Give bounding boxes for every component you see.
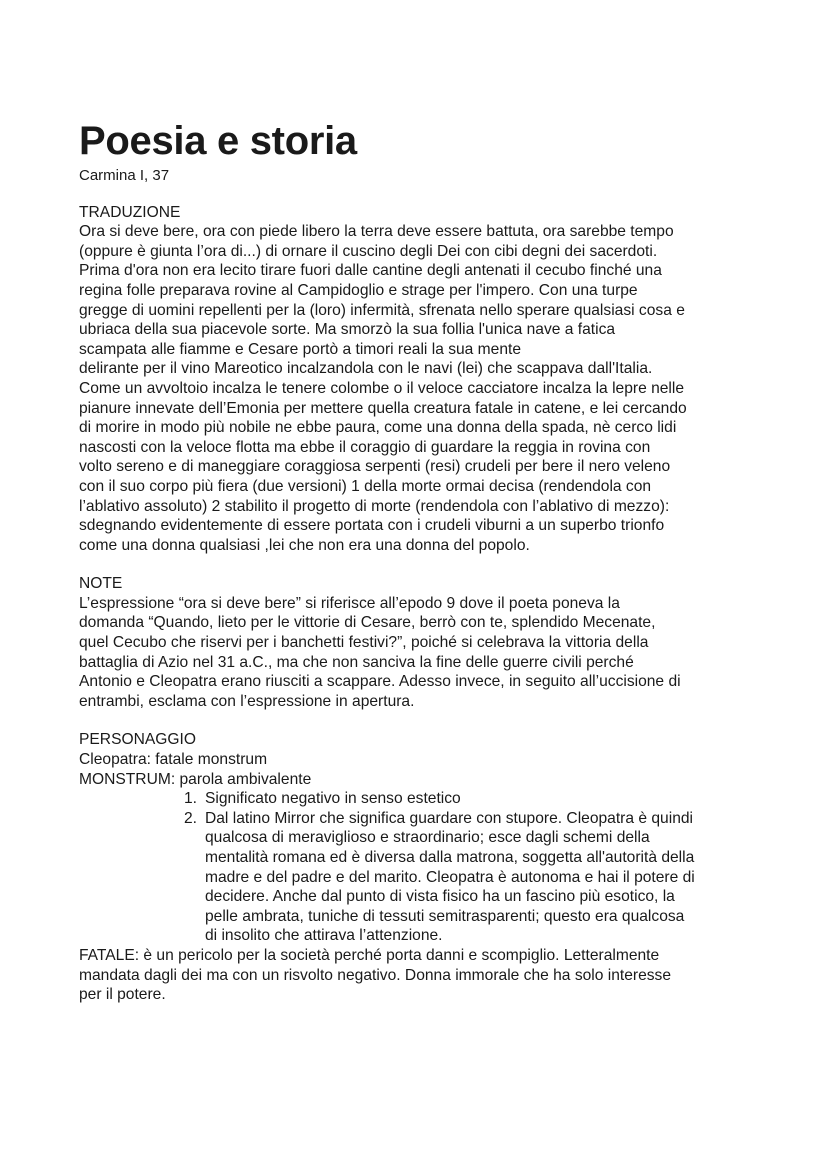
text-line: delirante per il vino Mareotico incalzandola con le navi (lei) che scappava dall'Italia. xyxy=(79,360,653,378)
page-subtitle: Carmina I, 37 xyxy=(79,167,170,184)
text-line: Prima d'ora non era lecito tirare fuori dalle cantine degli antenati il cecubo finché una xyxy=(79,262,662,280)
text-line: pianure innevate dell’Emonia per mettere quella creatura fatale in catene, e lei cercando xyxy=(79,399,687,417)
personaggio-heading: PERSONAGGIO xyxy=(79,731,196,749)
text-line: con il suo corpo più fiera (due versioni) 1 della morte ormai decisa (rendendola con xyxy=(79,477,652,495)
list-item xyxy=(183,789,759,809)
traduzione-heading: TRADUZIONE xyxy=(79,203,181,221)
text-line: ubriaca della sua piacevole sorte. Ma smorzò la sua follia l'unica nave a fatica xyxy=(79,321,616,339)
text-line: come una donna qualsiasi ,lei che non era una donna del popolo. xyxy=(79,536,530,554)
personaggio-section xyxy=(79,730,759,1004)
text-line: qualcosa di meraviglioso e straordinario; esce dagli schemi della xyxy=(205,829,650,847)
text-line: scampata alle fiamme e Cesare portò a timori reali la sua mente xyxy=(79,340,522,358)
traduzione-section xyxy=(79,203,759,556)
text-line: regina folle preparava rovine al Campidoglio e strage per l'impero. Con una turpe xyxy=(79,281,638,299)
text-line: L’espressione “ora si deve bere” si riferisce all’epodo 9 dove il poeta poneva la xyxy=(79,594,620,612)
text-line: decidere. Anche dal punto di vista fisico ha un fascino più esotico, la xyxy=(205,888,675,906)
text-line: quel Cecubo che riservi per i banchetti festivi?”, poiché si celebrava la vittoria della xyxy=(79,634,649,652)
text-line: entrambi, esclama con l’espressione in apertura. xyxy=(79,692,415,710)
list-number: 1. xyxy=(183,790,197,808)
monstrum-line: MONSTRUM: parola ambivalente xyxy=(79,770,312,788)
note-heading: NOTE xyxy=(79,575,123,593)
monstrum-list xyxy=(79,789,759,946)
cleopatra-line: Cleopatra: fatale monstrum xyxy=(79,751,268,769)
text-line: Ora si deve bere, ora con piede libero la terra deve essere battuta, ora sarebbe tempo xyxy=(79,223,674,241)
text-line: madre e del padre e del marito. Cleopatra è autonoma e hai il potere di xyxy=(205,868,695,886)
text-line: (oppure è giunta l’ora di...) di ornare il cuscino degli Dei con cibi degni dei sacerdoti. xyxy=(79,242,658,260)
fatale-text xyxy=(79,946,759,1005)
note-text xyxy=(79,594,759,712)
text-line: FATALE: è un pericolo per la società perché porta danni e scompiglio. Letteralmente xyxy=(79,946,660,964)
text-line: mentalità romana ed è diversa dalla matrona, soggetta all'autorità della xyxy=(205,849,695,866)
text-line: Come un avvoltoio incalza le tenere colombe o il veloce cacciatore incalza la lepre nelle xyxy=(79,379,685,397)
traduzione-text xyxy=(79,222,759,555)
text-line: per il potere. xyxy=(79,986,166,1004)
text-line: pelle ambrata, tuniche di tessuti semitrasparenti; questo era qualcosa xyxy=(205,907,685,925)
note-section xyxy=(79,574,759,711)
text-line: sdegnando evidentemente di essere portata con i crudeli viburni a un superbo trionfo xyxy=(79,517,665,535)
text-line: domanda “Quando, lieto per le vittorie di Cesare, berrò con te, splendido Mecenate, xyxy=(79,614,656,632)
list-item xyxy=(183,809,759,946)
page-title: Poesia e storia xyxy=(79,119,357,163)
text-line: nascosti con la veloce flotta ma ebbe il coraggio di guardare la reggia in rovina con xyxy=(79,438,651,456)
text-line: volto sereno e di maneggiare coraggiosa serpenti (resi) crudeli per bere il nero veleno xyxy=(79,458,671,476)
text-line: Dal latino Mirror che significa guardare con stupore. Cleopatra è quindi xyxy=(205,809,693,827)
text-line: gregge di uomini repellenti per la (loro) infermità, sfrenata nello sperare qualsiasi cosa e xyxy=(79,301,685,319)
list-number: 2. xyxy=(183,809,197,827)
text-line: di morire in modo più nobile ne ebbe paura, come una donna della spada, nè cerco lidi xyxy=(79,419,677,437)
text-line: Antonio e Cleopatra erano riusciti a scappare. Adesso invece, in seguito all’uccisione di xyxy=(79,673,681,691)
document-page xyxy=(79,118,759,1005)
text-line: Significato negativo in senso estetico xyxy=(205,790,461,808)
text-line: di insolito che attirava l’attenzione. xyxy=(205,927,443,945)
text-line: mandata dagli dei ma con un risvolto negativo. Donna immorale che ha solo interesse xyxy=(79,966,672,984)
text-line: battaglia di Azio nel 31 a.C., ma che non sanciva la fine delle guerre civili perché xyxy=(79,653,634,671)
text-line: l’ablativo assoluto) 2 stabilito il progetto di morte (rendendola con l’ablativo di mezzo): xyxy=(79,497,670,515)
